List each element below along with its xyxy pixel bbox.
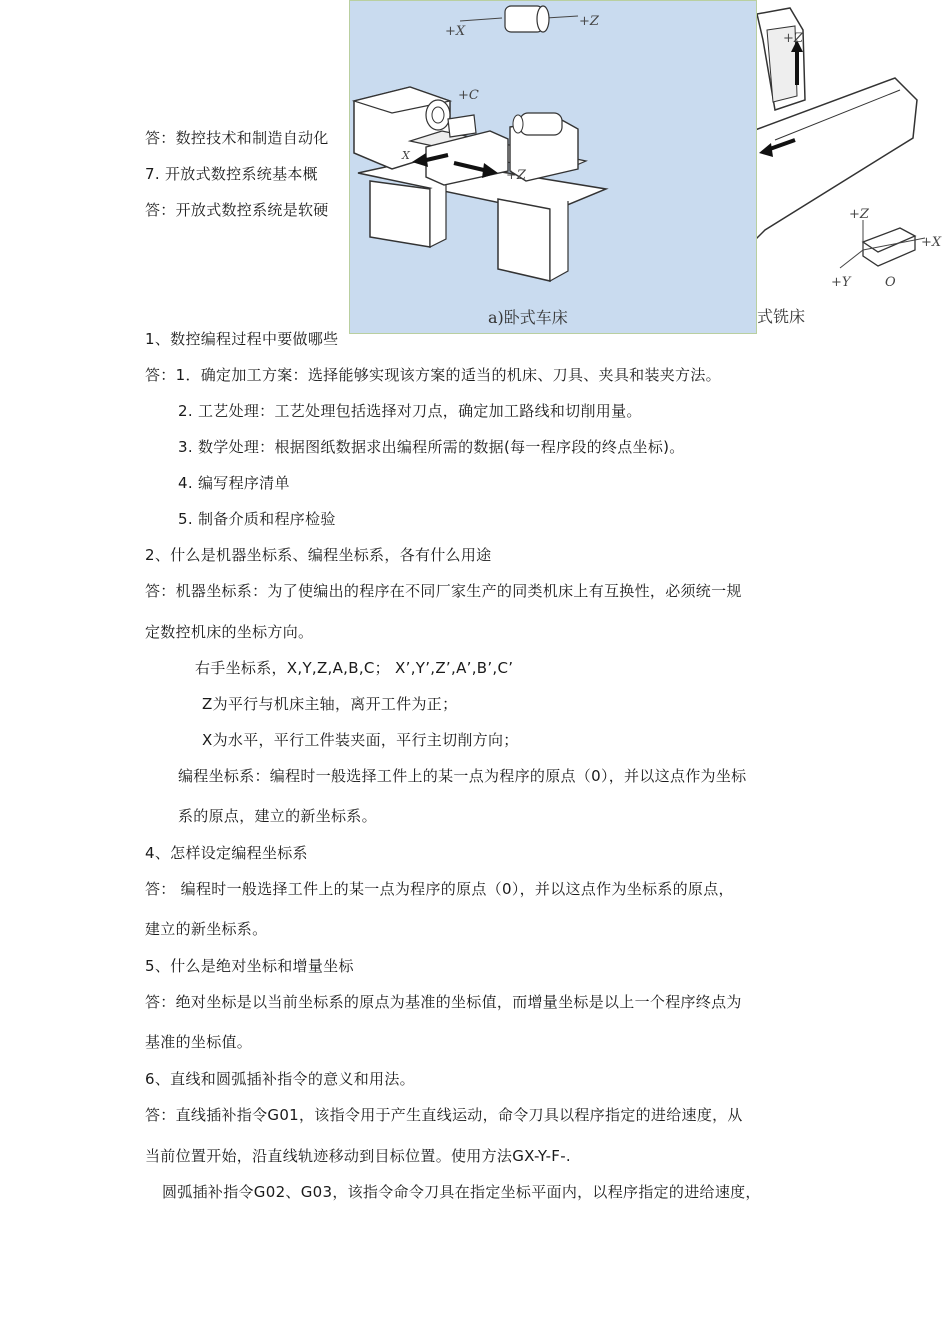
text-line: 2. 工艺处理：工艺处理包括选择对刀点，确定加工路线和切削用量。 [178, 402, 642, 420]
text-line: 编程坐标系：编程时一般选择工件上的某一点为程序的原点（0），并以这点作为坐标 [178, 767, 747, 785]
text-line: 圆弧插补指令G02、G03，该指令命令刀具在指定坐标平面内，以程序指定的进给速度， [162, 1183, 761, 1201]
text-line: Z为平行与机床主轴，离开工件为正； [202, 695, 458, 713]
text-line: 答：绝对坐标是以当前坐标系的原点为基准的坐标值，而增量坐标是以上一个程序终点为 [145, 993, 742, 1011]
text-line: 答：数控技术和制造自动化 [145, 129, 329, 147]
axis-label-x: +X [921, 235, 942, 250]
text-line: 答：机器坐标系：为了使编出的程序在不同厂家生产的同类机床上有互换性，必须统一规 [145, 582, 742, 600]
axis-label-z-small: +Z [506, 168, 526, 183]
text-line: 答： 编程时一般选择工件上的某一点为程序的原点（0），并以这点作为坐标系的原点， [145, 880, 734, 898]
axis-label-y: +Y [831, 275, 851, 290]
text-line: 基准的坐标值。 [145, 1033, 253, 1051]
text-line: 5、什么是绝对坐标和增量坐标 [145, 957, 354, 975]
text-line: 当前位置开始，沿直线轨迹移动到目标位置。使用方法GX-Y-F-. [145, 1147, 571, 1165]
text-line: X为水平，平行工件装夹面，平行主切削方向； [202, 731, 519, 749]
text-line: 右手坐标系，X,Y,Z,A,B,C； X’,Y’,Z’,A’,B’,C’ [195, 659, 514, 677]
milling-machine-drawing [745, 0, 950, 334]
milling-caption: 式铣床 [757, 307, 806, 326]
axis-label-x-small: X [402, 149, 410, 162]
axis-label-z-top: +Z [783, 31, 803, 46]
lathe-drawing [350, 1, 757, 301]
lathe-figure [349, 0, 757, 334]
text-line: 6、直线和圆弧插补指令的意义和用法。 [145, 1070, 415, 1088]
axis-label-z: +Z [849, 207, 869, 222]
text-line: 答：1．确定加工方案：选择能够实现该方案的适当的机床、刀具、夹具和装夹方法。 [145, 366, 721, 384]
text-line: 系的原点，建立的新坐标系。 [178, 807, 377, 825]
milling-machine-figure [745, 0, 950, 334]
axis-label-o: O [885, 275, 896, 290]
text-line: 1、数控编程过程中要做哪些 [145, 330, 339, 348]
text-line: 定数控机床的坐标方向。 [145, 623, 314, 641]
text-line: 建立的新坐标系。 [145, 920, 268, 938]
text-line: 2、什么是机器坐标系、编程坐标系，各有什么用途 [145, 546, 492, 564]
text-line: 7. 开放式数控系统基本概 [145, 165, 318, 183]
text-line: 答：开放式数控系统是软硬 [145, 201, 329, 219]
axis-label-x: +X [445, 24, 466, 39]
axis-label-c: +C [458, 88, 479, 103]
text-line: 5. 制备介质和程序检验 [178, 510, 336, 528]
text-line: 4. 编写程序清单 [178, 474, 290, 492]
lathe-caption: a)卧式车床 [488, 308, 568, 327]
text-line: 3. 数学处理：根据图纸数据求出编程所需的数据(每一程序段的终点坐标)。 [178, 438, 685, 456]
text-line: 4、怎样设定编程坐标系 [145, 844, 308, 862]
axis-label-z: +Z [579, 14, 599, 29]
text-line: 答：直线插补指令G01，该指令用于产生直线运动，命令刀具以程序指定的进给速度，从 [145, 1106, 743, 1124]
